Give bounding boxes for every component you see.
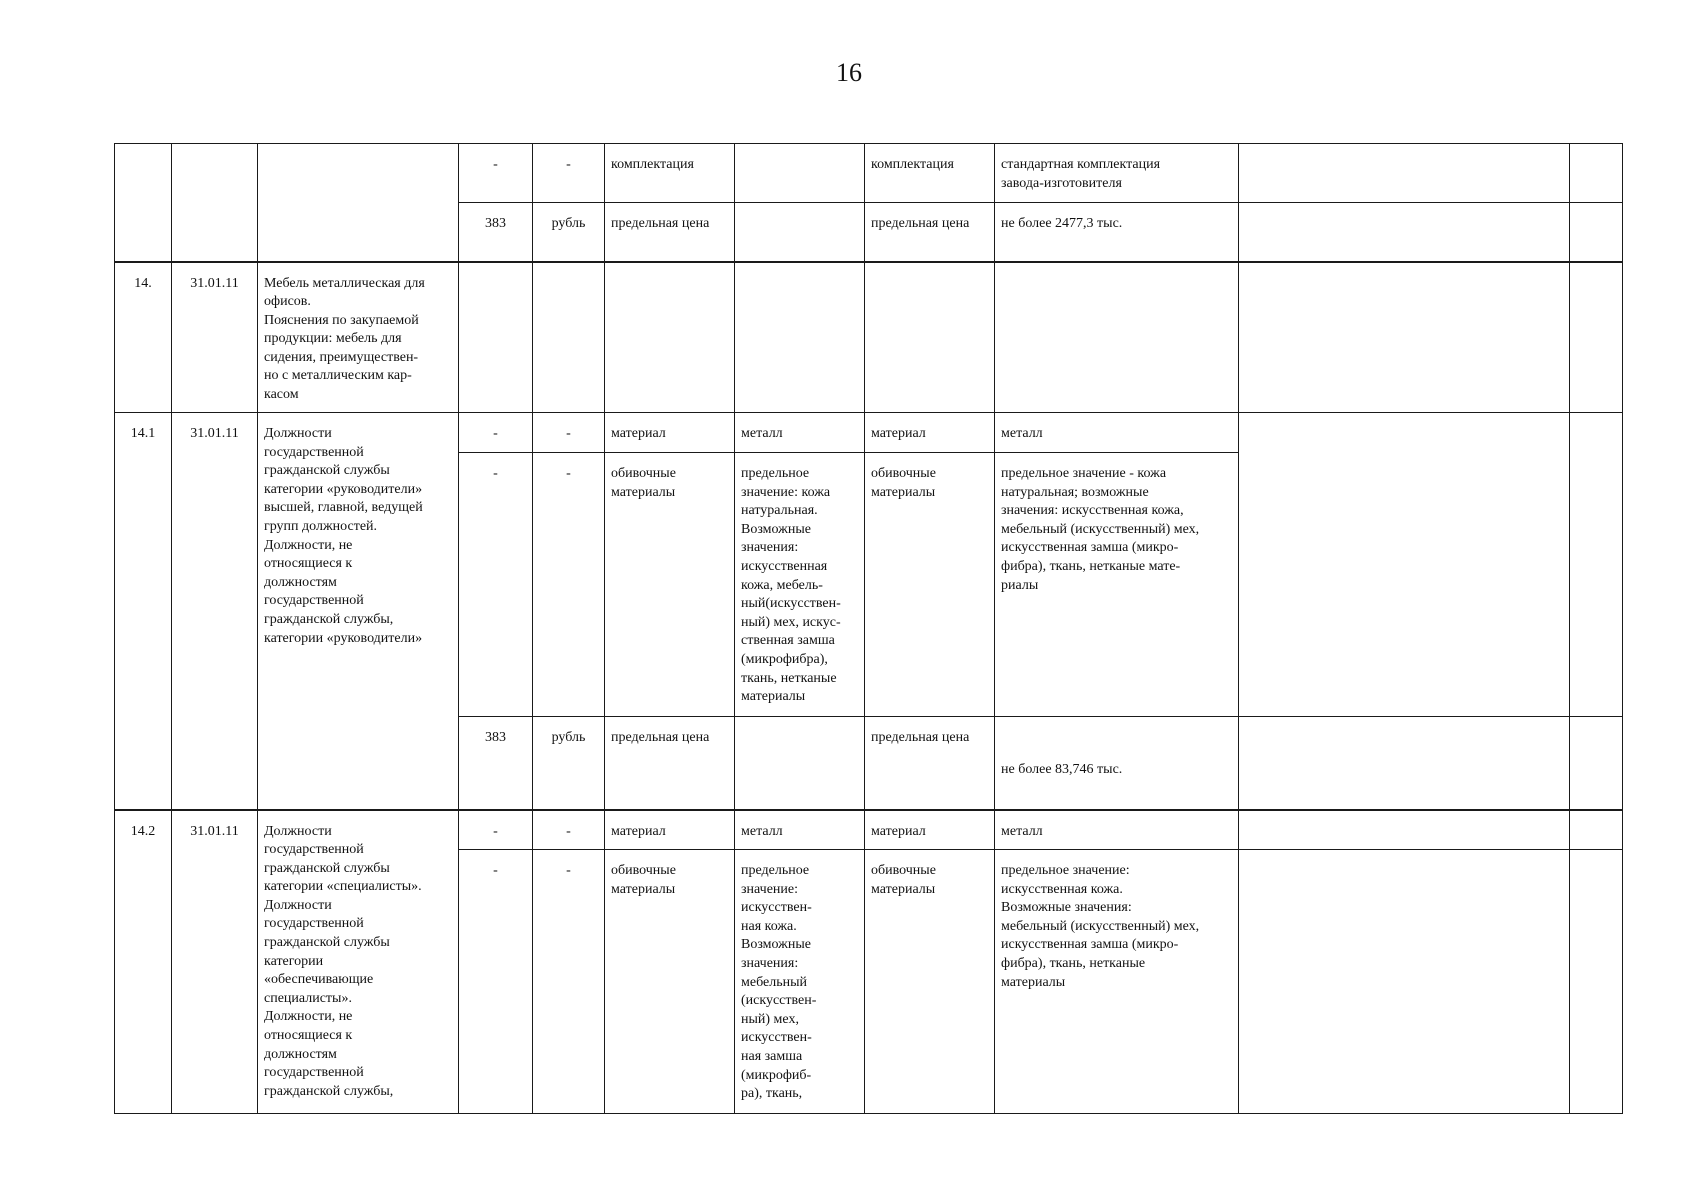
characteristic-cell: материал [865,810,995,850]
characteristic-value-cell [735,717,865,810]
product-name-cell: Должности государственной гражданской службы категории «специалисты». Должности государственной гражданской службы категории «обеспечивающие специалисты». Должности, не относящиеся к должностям государственной гражданской службы, [258,810,459,1114]
unit-cell: рубль [533,717,605,810]
okpd-code-cell: 31.01.11 [172,413,258,810]
justification-cell [1239,413,1570,717]
unit-cell: - [533,453,605,717]
row-number-cell: 14. [115,262,172,413]
characteristic-cell: обивочные материалы [865,850,995,1114]
okpd-code-cell: 31.01.11 [172,810,258,1114]
unit-cell: рубль [533,203,605,262]
characteristic-cell [605,262,735,413]
unit-cell: - [533,413,605,453]
characteristic-cell: комплектация [865,144,995,203]
row-number-cell [115,144,172,262]
characteristic-value-cell [735,203,865,262]
table-row [115,262,1623,413]
unit-cell: - [533,810,605,850]
characteristic-cell: обивочные материалы [605,453,735,717]
characteristic-value-cell: не более 2477,3 тыс. [995,203,1239,262]
characteristic-cell: предельная цена [605,203,735,262]
okei-code-cell: 383 [459,203,533,262]
note-cell [1570,810,1623,850]
characteristic-cell: материал [865,413,995,453]
page-number: 16 [836,58,862,87]
justification-cell [1239,144,1570,203]
row-number-cell: 14.2 [115,810,172,1114]
row-number-cell: 14.1 [115,413,172,810]
product-name-cell: Мебель металлическая для офисов. Пояснения по закупаемой продукции: мебель для сидения, преимуществен- но с металлическим кар- касом [258,262,459,413]
justification-cell [1239,810,1570,850]
characteristic-value-cell: металл [735,413,865,453]
justification-cell [1239,262,1570,413]
characteristic-value-cell: металл [995,413,1239,453]
table-row [115,413,1623,453]
okei-code-cell: - [459,453,533,717]
note-cell [1570,850,1623,1114]
characteristic-value-cell: металл [995,810,1239,850]
note-cell [1570,413,1623,717]
characteristic-cell: обивочные материалы [605,850,735,1114]
okei-code-cell: - [459,144,533,203]
characteristic-cell: предельная цена [605,717,735,810]
characteristic-value-cell: не более 83,746 тыс. [995,717,1239,810]
okpd-code-cell: 31.01.11 [172,262,258,413]
product-name-cell [258,144,459,262]
okei-code-cell: - [459,810,533,850]
characteristic-value-cell [735,144,865,203]
characteristic-value-cell: металл [735,810,865,850]
characteristic-cell: предельная цена [865,203,995,262]
note-cell [1570,262,1623,413]
characteristic-value-cell: предельное значение: кожа натуральная. Возможные значения: искусственная кожа, мебель- ный(искусствен- ный) мех, искус- ственная замша (микрофибра), ткань, нетканые материалы [735,453,865,717]
requirements-table [114,143,1623,1114]
note-cell [1570,144,1623,203]
okei-code-cell: - [459,850,533,1114]
note-cell [1570,717,1623,810]
unit-cell: - [533,144,605,203]
characteristic-value-cell: предельное значение: искусствен- ная кожа. Возможные значения: мебельный (искусствен- ный) мех, искусствен- ная замша (микрофиб- ра), ткань, [735,850,865,1114]
characteristic-cell: комплектация [605,144,735,203]
table-row [115,144,1623,203]
characteristic-cell [865,262,995,413]
okpd-code-cell [172,144,258,262]
table-row [115,810,1623,850]
okei-code-cell: - [459,413,533,453]
characteristic-value-cell: стандартная комплектация завода-изготовителя [995,144,1239,203]
characteristic-cell: материал [605,413,735,453]
unit-cell [533,262,605,413]
justification-cell [1239,717,1570,810]
justification-cell [1239,850,1570,1114]
characteristic-value-cell [735,262,865,413]
characteristic-cell: предельная цена [865,717,995,810]
characteristic-cell: материал [605,810,735,850]
okei-code-cell: 383 [459,717,533,810]
note-cell [1570,203,1623,262]
okei-code-cell [459,262,533,413]
unit-cell: - [533,850,605,1114]
product-name-cell: Должности государственной гражданской службы категории «руководители» высшей, главной, ведущей групп должностей. Должности, не относящиеся к должностям государственной гражданской службы, категории «руководители» [258,413,459,810]
characteristic-cell: обивочные материалы [865,453,995,717]
characteristic-value-cell: предельное значение - кожа натуральная; возможные значения: искусственная кожа, мебельный (искусственный) мех, искусственная замша (микро- фибра), ткань, нетканые мате- риалы [995,453,1239,717]
characteristic-value-cell: предельное значение: искусственная кожа. Возможные значения: мебельный (искусственный) мех, искусственная замша (микро- фибра), ткань, нетканые материалы [995,850,1239,1114]
justification-cell [1239,203,1570,262]
characteristic-value-cell [995,262,1239,413]
